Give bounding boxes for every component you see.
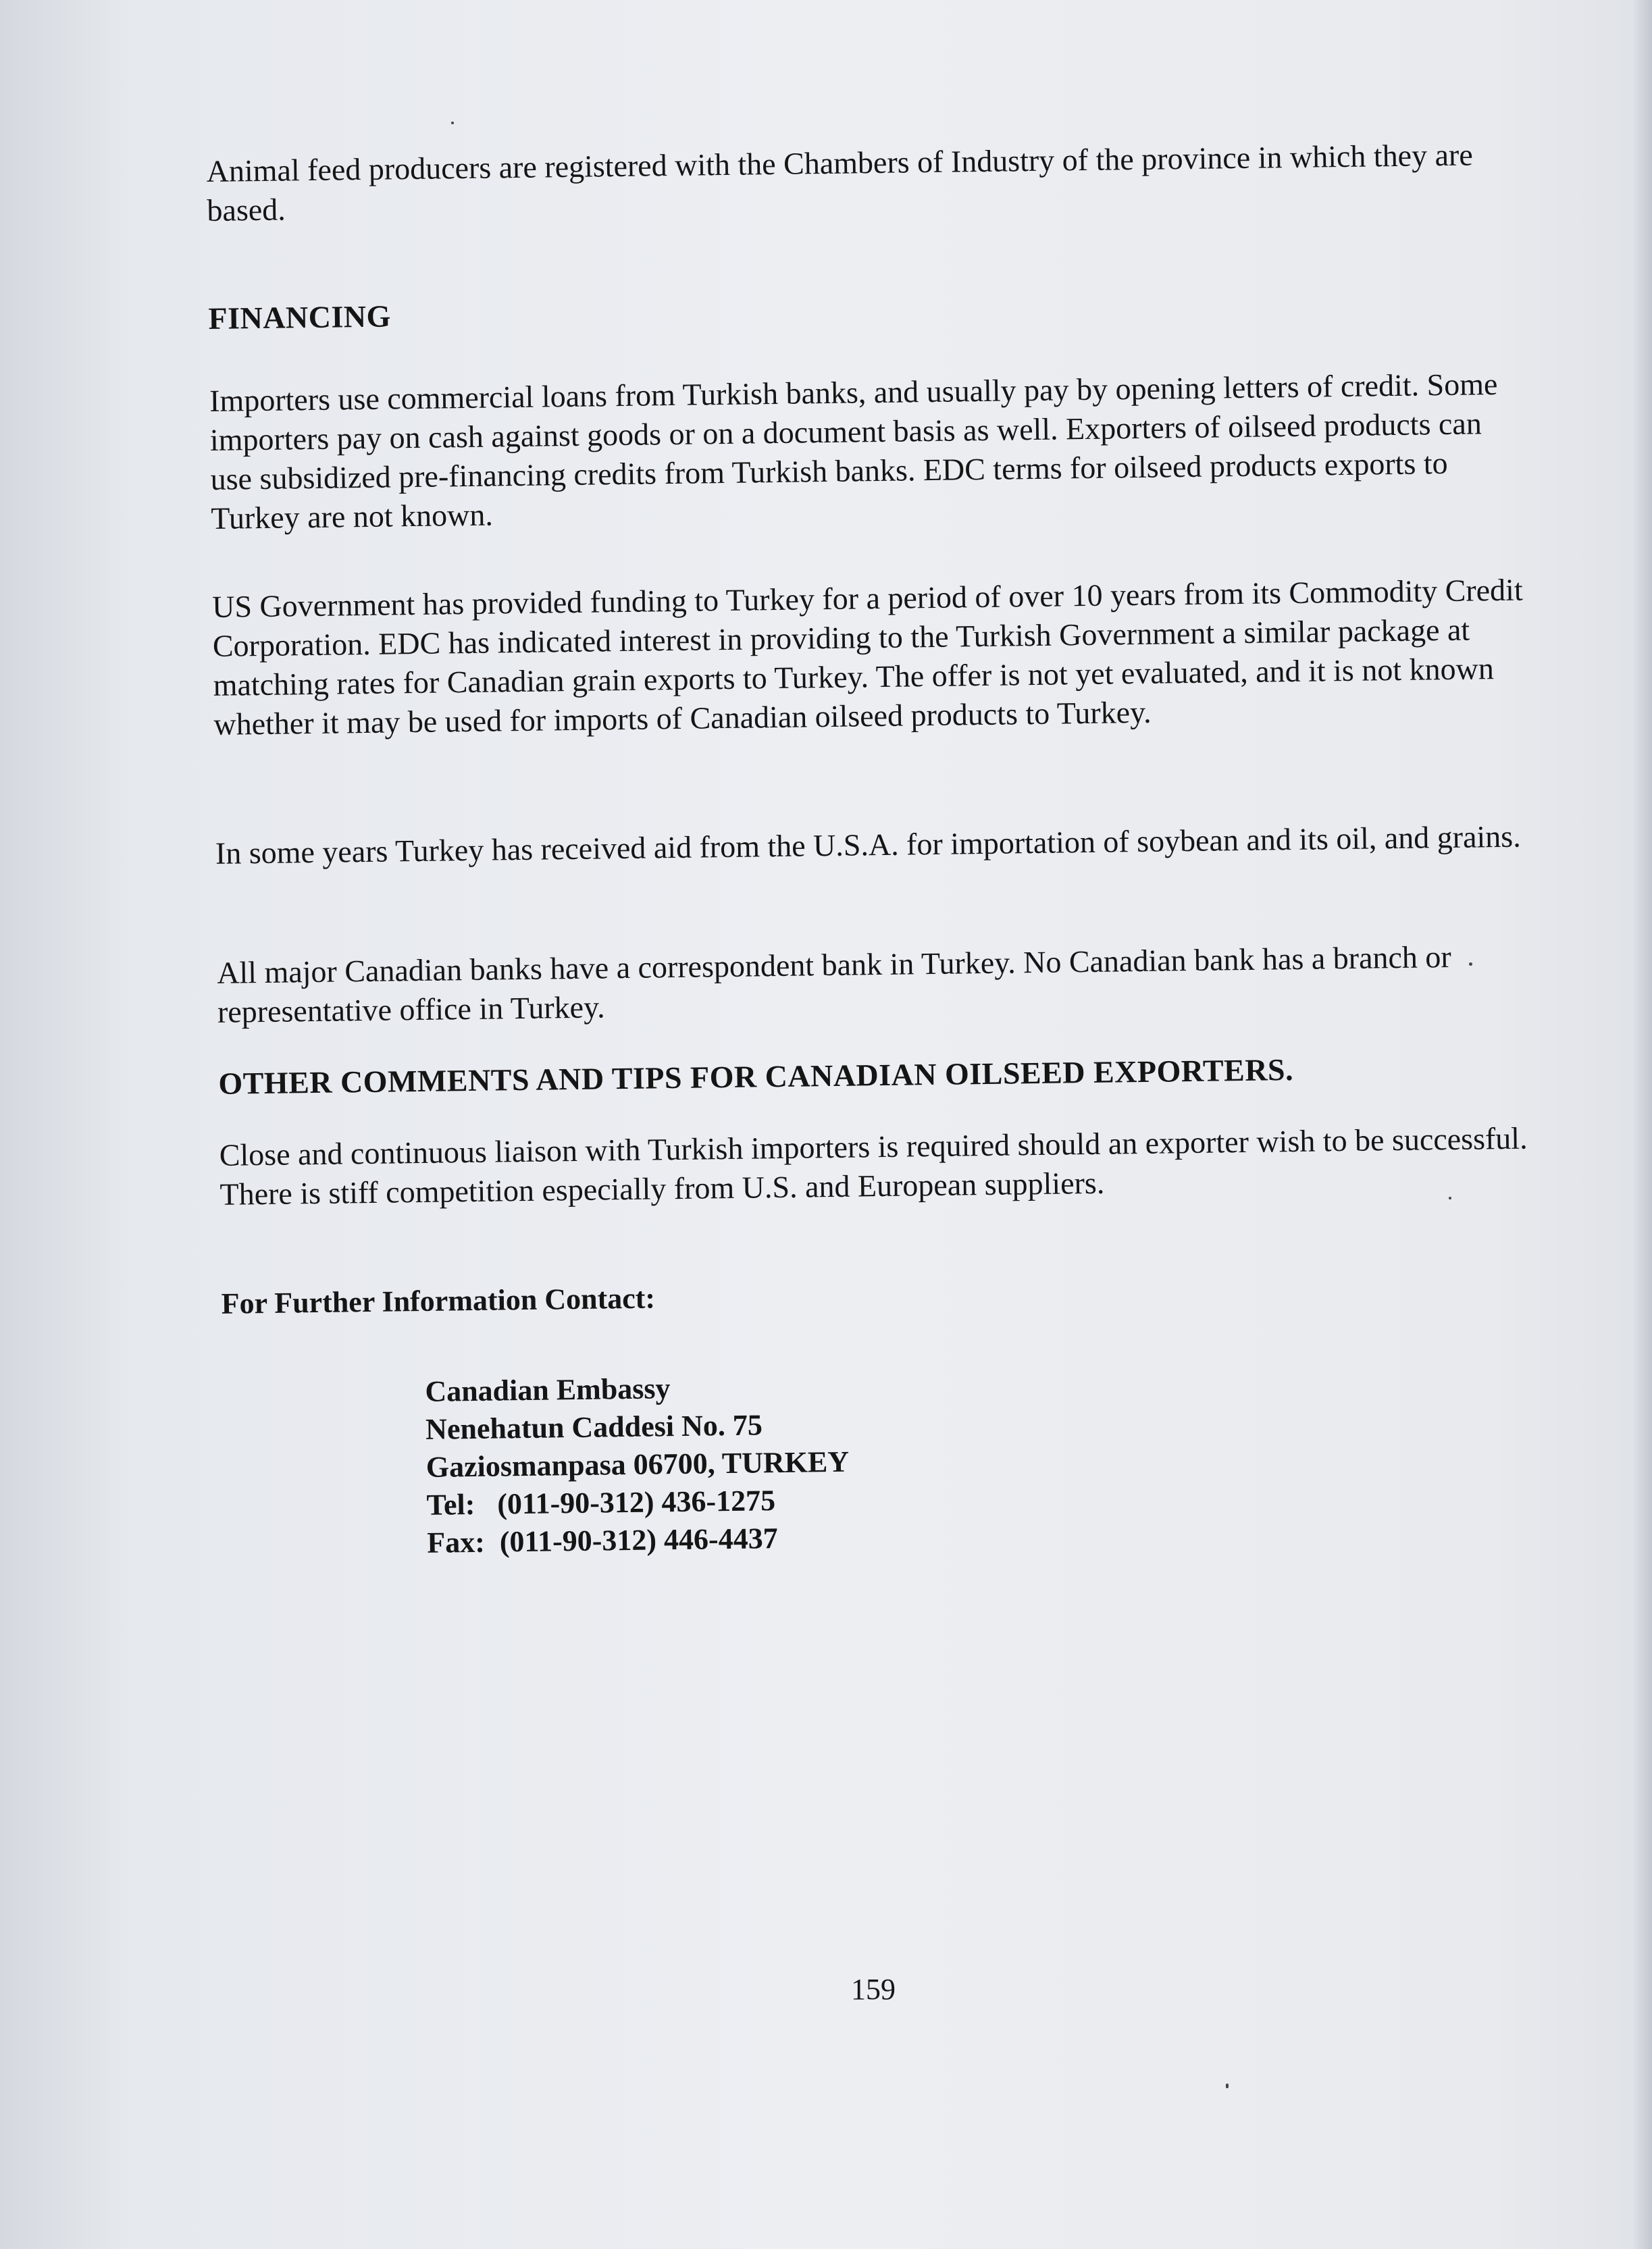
page-content bbox=[206, 118, 1528, 1559]
paragraph-financing-banks: All major Canadian banks have a correspondent bank in Turkey. No Canadian bank has a branch or representative office in Turkey. bbox=[216, 939, 1452, 1029]
heading-other-comments: OTHER COMMENTS AND TIPS FOR CANADIAN OILSEED EXPORTERS. bbox=[218, 1052, 1294, 1101]
scan-speck bbox=[1449, 1197, 1451, 1199]
contact-address bbox=[425, 1368, 850, 1562]
contact-name: Canadian Embassy bbox=[425, 1372, 671, 1408]
paragraph-comments-liaison: Close and continuous liaison with Turkish importers is required should an exporter wish to be successful. There is stiff competition especially from U.S. and European suppliers. bbox=[219, 1120, 1528, 1212]
paragraph-financing-aid: In some years Turkey has received aid from the U.S.A. for importation of soybean and its oil, and grains. bbox=[215, 819, 1521, 871]
contact-city: Gaziosmanpasa 06700, TURKEY bbox=[425, 1445, 850, 1484]
paragraph-financing-us-government: US Government has provided funding to Turkey for a period of over 10 years from its Commodity Credit Corporation. EDC has indicated interest in providing to the Turkish Government a similar package at matching rates for Canadian grain exports to Turkey. The offer is not yet evaluated, and it is not known whether it may be used for imports of Canadian oilseed products to Turkey. bbox=[211, 572, 1523, 742]
heading-financing: FINANCING bbox=[208, 299, 392, 336]
scan-speck bbox=[451, 122, 454, 124]
contact-fax: Fax: (011-90-312) 446-4437 bbox=[426, 1522, 778, 1559]
page-edge-shadow bbox=[1632, 0, 1652, 2249]
page-number: 159 bbox=[851, 1973, 896, 2006]
paragraph-financing-loans: Importers use commercial loans from Turkish banks, and usually pay by opening letters of credit. Some importers pay on cash against goods or on a document basis as well. Exporters of oilseed products can use subsidized pre-financing credits from Turkish banks. EDC terms for oilseed products exports to Turkey are not known. bbox=[209, 367, 1498, 536]
scan-speck bbox=[1226, 2084, 1229, 2088]
contact-tel: Tel: (011-90-312) 436-1275 bbox=[426, 1484, 776, 1522]
paragraph-animal-feed: Animal feed producers are registered with the Chambers of Industry of the province in which they are based. bbox=[206, 137, 1474, 228]
contact-street: Nenehatun Caddesi No. 75 bbox=[425, 1408, 763, 1446]
contact-label: For Further Information Contact: bbox=[221, 1281, 656, 1320]
scan-speck bbox=[1469, 962, 1472, 966]
